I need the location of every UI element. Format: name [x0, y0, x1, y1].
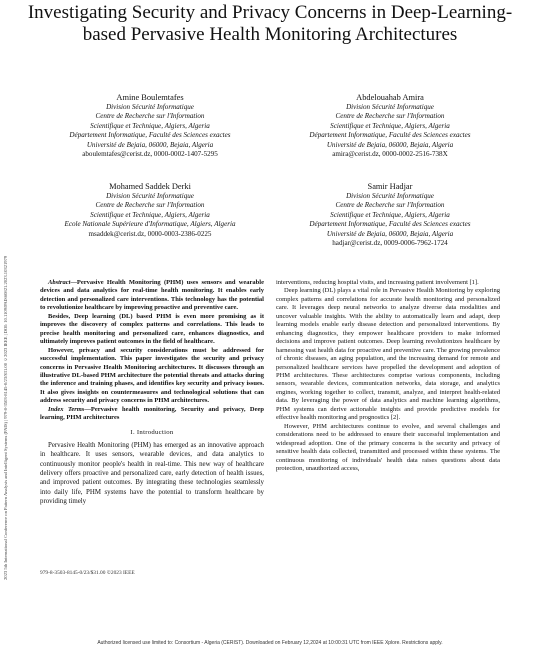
author-email: hadjar@cerist.dz, 0009-0006-7962-1724 — [332, 239, 448, 248]
abstract-label: Abstract — [48, 279, 71, 286]
author-name: Samir Hadjar — [367, 182, 413, 191]
author-affiliation: Département Informatique, Faculté des Sciences exactes — [309, 220, 471, 229]
abstract-paragraph — [40, 279, 264, 313]
abstract-paragraph: Besides, Deep learning (DL) based PHM is even more promising as it improves the discovery of complex patterns and correlations. This leads to precise health monitoring and personalized care, enhances diagnostics, and ultimately improves patient outcomes in the field of healthcare. — [40, 312, 264, 346]
right-column — [276, 279, 500, 473]
author-affiliation: Centre de Recherche sur l'Information — [335, 201, 445, 210]
author-affiliation: Centre de Recherche sur l'Information — [335, 112, 445, 121]
author-affiliation: Université de Bejaia, 06000, Bejaia, Algeria — [326, 229, 454, 238]
author-email: amira@cerist.dz, 0000-0002-2516-738X — [332, 150, 448, 159]
author-affiliation: Scientifique et Technique, Algiers, Algeria — [330, 121, 450, 130]
author-affiliation: Université de Bejaia, 06000, Bejaia, Algeria — [326, 140, 454, 149]
left-column — [40, 279, 264, 506]
index-terms-label: Index Terms — [48, 405, 85, 413]
abstract-text: —Pervasive Health Monitoring (PHM) uses sensors and wearable devices and data analytics for real-time health monitoring. It enables early detection and personalized care interventions. This technology has the potential to revolutionize healthcare by improving proactive and preventive care. — [40, 279, 264, 312]
author-affiliation: Division Sécurité Informatique — [106, 103, 194, 111]
abstract-paragraph: However, privacy and security considerations must be addressed for successful implementation. This paper investigates the security and privacy concerns in Pervasive Health Monitoring architectures. It discusses through an illustrative DL-based PHM architecture the potential threats and attacks during the inference and training phases, and identifies key security and privacy issues. It also gives insights on countermeasures and technological solutions that can address security and privacy concerns in PHM architectures. — [40, 346, 264, 405]
author-affiliation: Centre de Recherche sur l'Information — [95, 112, 205, 121]
author-affiliation: Centre de Recherche sur l'Information — [95, 201, 205, 210]
author-name: Amine Boulemtafes — [116, 93, 184, 102]
author-affiliation: Scientifique et Technique, Algiers, Algeria — [90, 121, 210, 130]
section-heading: I. Introduction — [130, 428, 174, 436]
paper-title: Investigating Security and Privacy Concerns in Deep-Learning-based Pervasive Health Monitoring Architectures — [27, 2, 513, 45]
author-email: aboulemtafes@cerist.dz, 0000-0002-1407-5295 — [82, 150, 218, 159]
license-footer: Authorized licensed use limited to: Consortium - Algeria (CERIST). Downloaded on February 12,2024 at 10:00:31 UTC from IEEE Xplore. Restrictions apply. — [97, 640, 443, 646]
abstract — [40, 279, 264, 423]
body-paragraph: Deep learning (DL) plays a vital role in Pervasive Health Monitoring by exploring complex patterns and correlations for accurate health monitoring and personalized care. It leverages deep neural networks to analyze diverse data modalities and uncover valuable insights. With the ability to automatically learn and adapt, deep learning models enable early disease detection and personalized interventions. By enhancing diagnostics, they empower healthcare providers to make informed decisions and improve patient outcomes. Deep learning revolutionizes healthcare by harnessing vast health data for proactive and preventive care. The growing prevalence of chronic diseases, an aging population, and the increasing demand for remote and personalized healthcare services have propelled the development and adoption of PHM architectures. These architectures comprise various components, including sensors, wearable devices, communication networks, data storage, and analytics engines, working together to collect, transmit, analyze, and interpret health-related data. By leveraging the power of data analytics and machine learning algorithms, PHM systems can derive actionable insights and provide predictive models for effective health monitoring and prognostics [2]. — [276, 287, 500, 422]
author-affiliation: Ecole Nationale Supérieure d'Informatique, Algiers, Algeria — [64, 220, 236, 229]
author-affiliation: Département Informatique, Faculté des Sciences exactes — [309, 131, 471, 140]
author-affiliation: Division Sécurité Informatique — [346, 192, 434, 200]
author-block-4 — [265, 181, 515, 248]
author-block-3 — [25, 181, 275, 239]
author-affiliation: Division Sécurité Informatique — [106, 192, 194, 200]
author-affiliation: Scientifique et Technique, Algiers, Algeria — [330, 210, 450, 219]
author-affiliation: Scientifique et Technique, Algiers, Algeria — [90, 210, 210, 219]
author-email: msaddek@cerist.dz, 0000-0003-2386-0225 — [88, 229, 212, 238]
author-block-1 — [25, 92, 275, 159]
body-paragraph: However, PHM architectures continue to evolve, and several challenges and considerations need to be addressed to ensure their successful implementation and widespread adoption. One of the primary concerns is the security and privacy of sensitive health data collected, transmitted and processed within these systems. The continuous monitoring of individuals' health data raises questions about data protection, unauthorized access, — [276, 422, 500, 472]
body-paragraph: Pervasive Health Monitoring (PHM) has emerged as an innovative approach in healthcare. It uses sensors, wearable devices, and data analytics to continuously monitor people's health in real-time. This new way of healthcare delivery offers proactive and personalized care, early detection of health issues, and improved patient outcomes. By integrating these technologies seamlessly into daily life, PHM systems have the potential to transform healthcare by providing timely — [40, 442, 264, 505]
author-affiliation: Université de Bejaia, 06000, Bejaia, Algeria — [86, 140, 214, 149]
author-name: Mohamed Saddek Derki — [109, 182, 191, 191]
author-affiliation: Département Informatique, Faculté des Sciences exactes — [69, 131, 231, 140]
author-block-2 — [265, 92, 515, 159]
index-terms — [40, 406, 264, 423]
author-name: Abdelouahab Amira — [356, 93, 424, 102]
copyright-notice: 979-8-3503-8145-0/23/$31.00 ©2023 IEEE — [40, 570, 135, 576]
author-affiliation: Division Sécurité Informatique — [346, 103, 434, 111]
index-terms-text: —Pervasive health monitoring, Security and privacy, Deep learning, PHM architectures — [40, 405, 265, 422]
body-paragraph: interventions, reducing hospital visits, and increasing patient involvement [1]. — [276, 279, 479, 286]
side-note-doi: 2023 5th International Conference on Pattern Analysis and Intelligent Systems (PAIS) | 979-8-3503-8145-0/23/$31.00 ©2023 IEEE | DOI: 10.1109/PAIS60821.2023.10321979 — [3, 255, 8, 580]
